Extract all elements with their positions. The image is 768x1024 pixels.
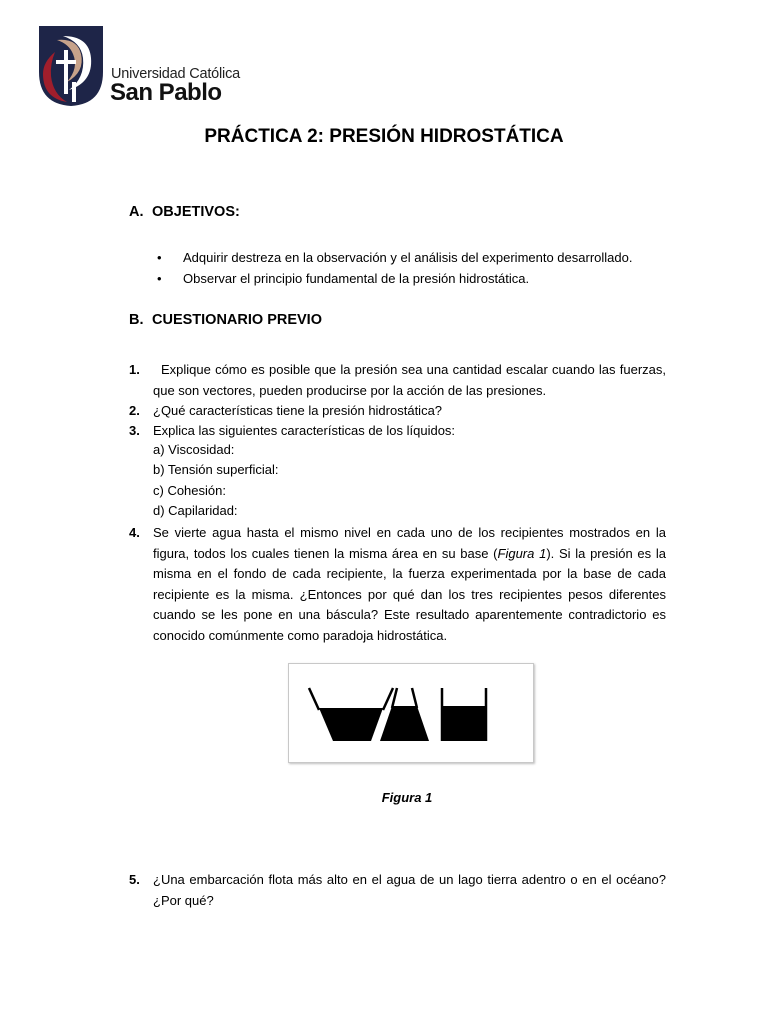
section-b-title: CUESTIONARIO PREVIO bbox=[152, 312, 322, 328]
objective-item bbox=[157, 271, 529, 286]
page-title: PRÁCTICA 2: PRESIÓN HIDROSTÁTICA bbox=[204, 126, 564, 147]
university-name-line2: San Pablo bbox=[110, 79, 222, 106]
bullet-icon: • bbox=[157, 271, 162, 286]
question-number: 5. bbox=[129, 872, 140, 887]
subitem-surface-tension: b) Tensión superficial: bbox=[153, 462, 279, 477]
objective-text: Observar el principio fundamental de la presión hidrostática. bbox=[183, 271, 530, 286]
bullet-icon: • bbox=[157, 250, 162, 265]
question-text: Explica las siguientes características de los líquidos: bbox=[153, 423, 456, 438]
question-number: 3. bbox=[129, 423, 140, 438]
question-text-part: Se vierte agua hasta el mismo nivel en cada uno de los recipientes mostrados en la figura, todos los cuales tienen la misma área en su base ( bbox=[153, 525, 666, 561]
subitem-viscosity: a) Viscosidad: bbox=[153, 442, 235, 457]
section-a-heading bbox=[129, 204, 240, 220]
question-3 bbox=[129, 421, 666, 442]
question-2 bbox=[129, 401, 666, 422]
question-1 bbox=[129, 360, 666, 401]
question-text-part: ). Si la presión es la misma en el fondo de cada recipiente, la fuerza experimentada por la base de cada recipiente es la misma. ¿Entonces por qué dan los tres recipientes pesos diferentes cuando se les pone en una báscula? Este resultado aparentemente contradictorio es conocido comúnmente como paradoja hidrostática. bbox=[153, 545, 666, 643]
university-name-line1: Universidad Católica bbox=[111, 66, 240, 82]
question-text: ¿Una embarcación flota más alto en el agua de un lago tierra adentro o en el océano? ¿Por qué? bbox=[153, 872, 666, 908]
section-a-title: OBJETIVOS: bbox=[152, 204, 240, 220]
objective-item bbox=[157, 250, 632, 265]
figure-caption: Figura 1 bbox=[381, 790, 433, 805]
university-shield-icon bbox=[37, 24, 107, 108]
subitem-cohesion: c) Cohesión: bbox=[153, 483, 226, 498]
question-text: ¿Qué características tiene la presión hidrostática? bbox=[153, 403, 443, 418]
section-b-label: B. bbox=[129, 312, 144, 328]
question-4 bbox=[129, 523, 666, 646]
figure-1-image bbox=[288, 663, 534, 763]
question-number: 4. bbox=[129, 525, 140, 540]
objective-text: Adquirir destreza en la observación y el análisis del experimento desarrollado. bbox=[183, 250, 633, 265]
question-number: 1. bbox=[129, 362, 140, 377]
containers-illustration bbox=[289, 664, 533, 762]
question-5 bbox=[129, 870, 666, 911]
figure-reference: Figura 1 bbox=[497, 545, 547, 561]
section-b-heading bbox=[129, 312, 322, 328]
question-text bbox=[153, 523, 666, 646]
question-text: Explique cómo es posible que la presión sea una cantidad escalar cuando las fuerzas, que son vectores, pueden producirse por la acción de las presiones. bbox=[153, 362, 666, 398]
subitem-capillarity: d) Capilaridad: bbox=[153, 503, 238, 518]
section-a-label: A. bbox=[129, 204, 144, 220]
question-number: 2. bbox=[129, 403, 140, 418]
